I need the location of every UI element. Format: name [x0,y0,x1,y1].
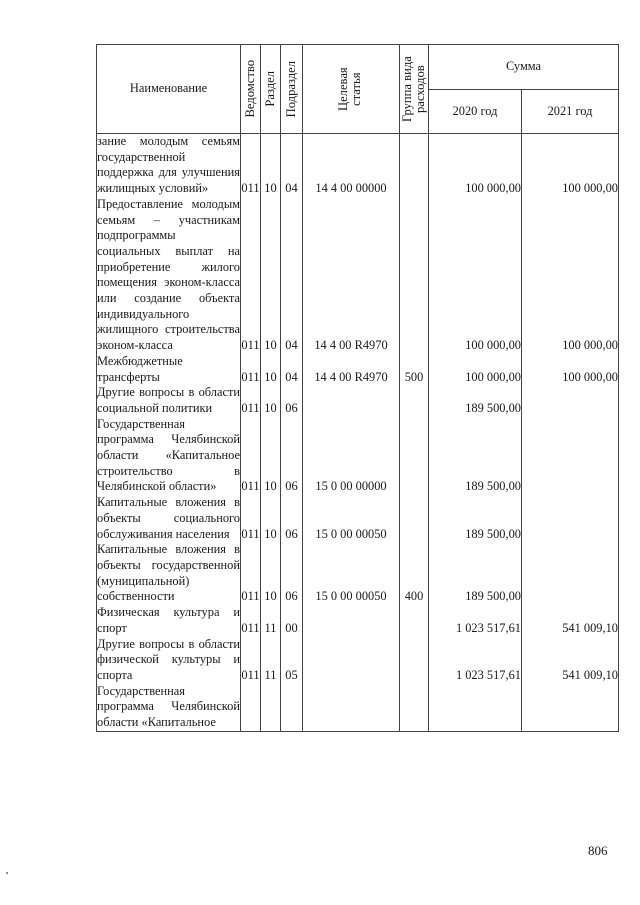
row-expense-group: 400 [400,542,429,605]
budget-table [96,44,619,732]
row-expense-group [400,637,429,684]
scan-speck [6,872,8,874]
table-row [97,495,619,542]
row-sum-2020: 189 500,00 [429,542,522,605]
row-ministry: 011 [241,354,261,385]
row-subsection: 00 [281,605,303,636]
row-subsection: 04 [281,197,303,354]
row-ministry: 011 [241,495,261,542]
row-ministry: 011 [241,637,261,684]
row-name: Капитальные вложения в объекты социального обслуживания населения [97,495,240,541]
row-ministry: 011 [241,605,261,636]
row-section: 10 [261,134,281,197]
row-name: зание молодым семьям государственной поддержка для улучшения жилищных условий» [97,134,240,196]
row-target: 15 0 00 00050 [303,495,400,542]
row-section: 10 [261,542,281,605]
row-sum-2021: 541 009,10 [522,637,619,684]
row-target: 15 0 00 00000 [303,417,400,496]
row-expense-group [400,495,429,542]
table-row [97,605,619,636]
row-sum-2021 [522,495,619,542]
row-sum-2020: 100 000,00 [429,134,522,197]
row-target [303,684,400,732]
row-name: Физическая культура и спорт [97,605,240,635]
row-target: 14 4 00 R4970 [303,197,400,354]
row-ministry: 011 [241,417,261,496]
row-sum-2020: 189 500,00 [429,385,522,416]
header-year-2021: 2021 год [522,90,619,134]
row-target [303,605,400,636]
row-sum-2021 [522,385,619,416]
row-sum-2020 [429,684,522,732]
row-ministry: 011 [241,197,261,354]
row-subsection: 06 [281,542,303,605]
row-target: 14 4 00 00000 [303,134,400,197]
row-name: Предоставление молодым семьям – участникам подпрограммы социальных выплат на приобретение жилого помещения эконом-класса или создание объекта индивидуального жилищного строительства эконом-класса [97,196,240,353]
table-row [97,542,619,605]
table-row [97,637,619,684]
row-sum-2021: 100 000,00 [522,134,619,197]
table-row [97,385,619,416]
row-sum-2021: 100 000,00 [522,197,619,354]
table-row [97,134,619,197]
table-row [97,417,619,496]
row-target: 14 4 00 R4970 [303,354,400,385]
row-sum-2020: 100 000,00 [429,197,522,354]
row-expense-group [400,417,429,496]
header-section: Раздел [261,45,281,134]
row-target [303,637,400,684]
row-target [303,385,400,416]
row-sum-2021 [522,684,619,732]
header-row-top [97,45,619,90]
row-section: 10 [261,197,281,354]
row-name: Капитальные вложения в объекты государственной (муниципальной) собственности [97,542,240,604]
row-sum-2021 [522,417,619,496]
row-sum-2021: 100 000,00 [522,354,619,385]
row-section: 10 [261,354,281,385]
row-name: Межбюджетные трансферты [97,354,241,385]
row-expense-group [400,134,429,197]
row-section: 11 [261,637,281,684]
row-sum-2020: 1 023 517,61 [429,637,522,684]
row-subsection: 06 [281,385,303,416]
table-row [97,354,619,385]
row-expense-group [400,385,429,416]
page-number: 806 [588,843,608,858]
row-target: 15 0 00 00050 [303,542,400,605]
table-row [97,684,619,732]
row-subsection [281,684,303,732]
row-name: Государственная программа Челябинской области «Капитальное [97,684,241,732]
row-expense-group: 500 [400,354,429,385]
header-year-2020: 2020 год [429,90,522,134]
row-section: 10 [261,385,281,416]
row-subsection: 04 [281,134,303,197]
row-section [261,684,281,732]
header-target: Целевая статья [303,45,400,134]
row-name: Государственная программа Челябинской области «Капитальное строительство в Челябинской области» [97,416,240,494]
row-expense-group [400,197,429,354]
row-expense-group [400,684,429,732]
row-subsection: 06 [281,495,303,542]
header-name: Наименование [97,45,241,134]
header-expense-group: Группа вида расходов [400,45,429,134]
row-expense-group [400,605,429,636]
row-name: Другие вопросы в области социальной политики [97,385,240,415]
row-subsection: 06 [281,417,303,496]
row-section: 11 [261,605,281,636]
header-ministry: Ведомство [241,45,261,134]
row-sum-2020: 189 500,00 [429,495,522,542]
row-ministry: 011 [241,385,261,416]
row-ministry: 011 [241,542,261,605]
row-section: 10 [261,417,281,496]
row-subsection: 04 [281,354,303,385]
table-row [97,197,619,354]
row-sum-2021: 541 009,10 [522,605,619,636]
row-name: Другие вопросы в области физической культуры и спорта [97,636,240,682]
row-sum-2021 [522,542,619,605]
table-body [97,134,619,732]
row-ministry: 011 [241,134,261,197]
row-sum-2020: 100 000,00 [429,354,522,385]
row-ministry [241,684,261,732]
row-subsection: 05 [281,637,303,684]
header-sum: Сумма [429,45,619,90]
row-sum-2020: 189 500,00 [429,417,522,496]
header-subsection: Подраздел [281,45,303,134]
row-section: 10 [261,495,281,542]
row-sum-2020: 1 023 517,61 [429,605,522,636]
